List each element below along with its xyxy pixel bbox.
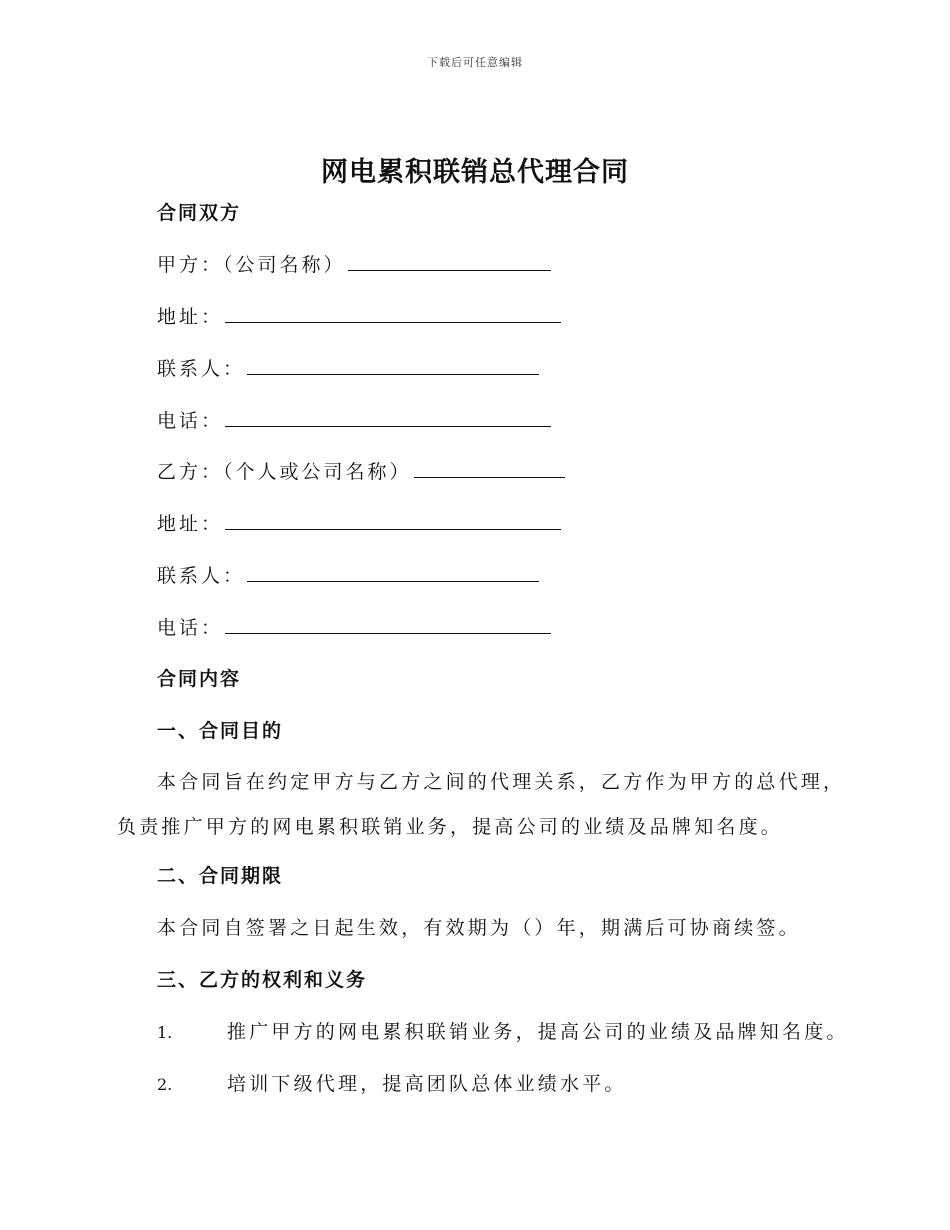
party-b-contact-field xyxy=(157,561,539,588)
party-b-address-field xyxy=(157,509,561,536)
party-a-contact-field xyxy=(157,354,539,381)
purpose-paragraph-line-1: 本合同旨在约定甲方与乙方之间的代理关系，乙方作为甲方的总代理， xyxy=(157,771,846,793)
party-b-name-field xyxy=(157,457,565,484)
parties-heading: 合同双方 xyxy=(157,202,242,224)
party-b-phone-blank[interactable] xyxy=(225,613,551,634)
party-a-address-label: 地址： xyxy=(157,306,224,328)
list-item xyxy=(157,1069,627,1096)
purpose-paragraph-line-2: 负责推广甲方的网电累积联销业务，提高公司的业绩及品牌知名度。 xyxy=(117,816,784,838)
party-b-phone-label: 电话： xyxy=(157,617,224,639)
party-a-contact-label: 联系人： xyxy=(157,358,246,380)
term-heading: 二、合同期限 xyxy=(157,865,284,887)
party-a-name-field xyxy=(157,250,551,277)
list-item xyxy=(157,1017,849,1044)
party-a-phone-field xyxy=(157,406,551,433)
party-b-contact-blank[interactable] xyxy=(247,561,539,582)
list-item-number: 2. xyxy=(157,1075,173,1094)
document-title: 网电累积联销总代理合同 xyxy=(321,157,629,188)
party-a-address-blank[interactable] xyxy=(225,302,561,323)
purpose-heading: 一、合同目的 xyxy=(157,720,284,742)
party-a-phone-blank[interactable] xyxy=(225,406,551,427)
party-a-name-blank[interactable] xyxy=(348,250,551,271)
party-b-name-blank[interactable] xyxy=(414,457,565,478)
party-a-contact-blank[interactable] xyxy=(247,354,539,375)
party-b-address-label: 地址： xyxy=(157,513,224,535)
party-b-contact-label: 联系人： xyxy=(157,565,246,587)
page-header: 下载后可任意编辑 xyxy=(427,56,523,69)
party-a-name-label: 甲方：（公司名称） xyxy=(157,254,346,276)
term-paragraph: 本合同自签署之日起生效，有效期为（）年，期满后可协商续签。 xyxy=(157,917,801,939)
list-item-number: 1. xyxy=(157,1023,173,1042)
party-b-address-blank[interactable] xyxy=(225,509,561,530)
party-a-phone-label: 电话： xyxy=(157,410,224,432)
party-a-address-field xyxy=(157,302,561,329)
party-b-phone-field xyxy=(157,613,551,640)
party-b-name-label: 乙方：（个人或公司名称） xyxy=(157,461,412,483)
content-heading: 合同内容 xyxy=(157,668,242,690)
list-item-text: 培训下级代理，提高团队总体业绩水平。 xyxy=(227,1073,627,1095)
list-item-text: 推广甲方的网电累积联销业务，提高公司的业绩及品牌知名度。 xyxy=(227,1021,849,1043)
rights-heading: 三、乙方的权利和义务 xyxy=(157,969,368,991)
